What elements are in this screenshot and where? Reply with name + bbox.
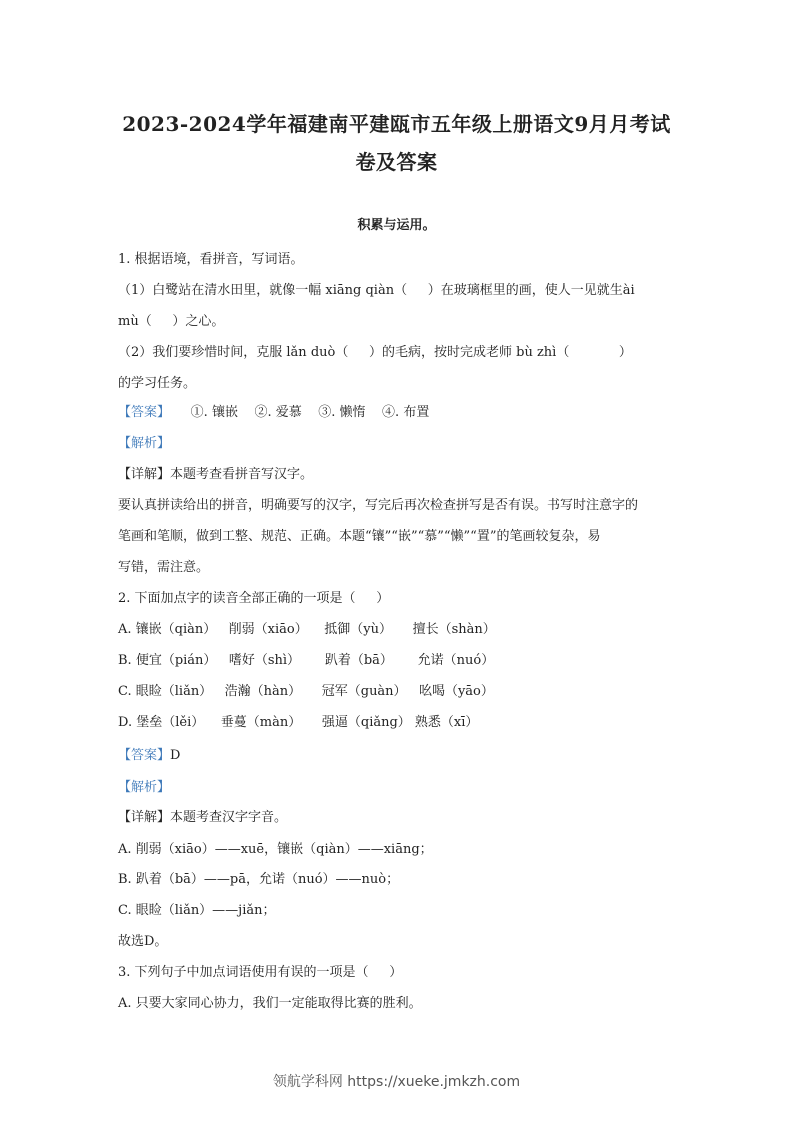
text-line: 2. 下面加点字的读音全部正确的一项是（ ） <box>118 591 390 606</box>
text-line: 1. 根据语境，看拼音，写词语。 <box>118 252 304 267</box>
answer-line <box>118 748 180 764</box>
answer-text: ①. 镶嵌 ②. 爱慕 ③. 懒惰 ④. 布置 <box>170 405 430 420</box>
footer-watermark: 领航学科网 https://xueke.jmkzh.com <box>272 1074 521 1090</box>
text-line: 【详解】本题考查看拼音写汉字。 <box>118 467 314 482</box>
text-line: D. 堡垒（lěi） 垂蔓（màn） 强逼（qiǎng） 熟悉（xī） <box>118 715 479 730</box>
doc-title-line-1: 2023-2024学年福建南平建瓯市五年级上册语文9月月考试 <box>122 112 671 136</box>
text-line: 3. 下列句子中加点词语使用有误的一项是（ ） <box>118 965 403 980</box>
text-line: C. 眼睑（liǎn）——jiǎn； <box>118 903 276 918</box>
text-line: A. 镶嵌（qiàn） 削弱（xiāo） 抵御（yù） 擅长（shàn） <box>118 622 496 637</box>
answer-line <box>118 405 429 421</box>
text-line: B. 便宜（pián） 嗜好（shì） 趴着（bā） 允诺（nuó） <box>118 653 495 668</box>
text-line: B. 趴着（bā）——pā，允诺（nuó）——nuò； <box>118 872 400 887</box>
text-line: 笔画和笔顺，做到工整、规范、正确。本题“镶”“嵌”“慕”“懒”“置”的笔画较复杂，易 <box>118 529 601 544</box>
text-line: C. 眼睑（liǎn） 浩瀚（hàn） 冠军（guàn） 吆喝（yāo） <box>118 684 494 699</box>
answer-label: 【答案】 <box>118 405 171 420</box>
answer-label: 【答案】 <box>118 748 171 763</box>
text-line: 【详解】本题考查汉字字音。 <box>118 810 288 825</box>
text-line: 故选D。 <box>118 934 168 949</box>
text-line: 的学习任务。 <box>118 376 197 391</box>
text-line: mù（ ）之心。 <box>118 314 225 329</box>
text-line: 写错，需注意。 <box>118 560 210 575</box>
text-line: （2）我们要珍惜时间，克服 lǎn duò（ ）的毛病，按时完成老师 bù zhì（ ） <box>118 345 632 360</box>
answer-text: D <box>170 748 181 763</box>
text-line: （1）白鹭站在清水田里，就像一幅 xiāng qiàn（ ）在玻璃框里的画，使人一见就生ài <box>118 283 635 298</box>
text-line: A. 只要大家同心协力，我们一定能取得比赛的胜利。 <box>118 996 422 1011</box>
section-heading: 积累与运用。 <box>357 218 436 233</box>
text-line: 要认真拼读给出的拼音，明确要写的汉字，写完后再次检查拼写是否有误。书写时注意字的 <box>118 498 639 513</box>
doc-title-line-2: 卷及答案 <box>355 150 438 174</box>
text-line: A. 削弱（xiāo）——xuē，镶嵌（qiàn）——xiāng； <box>118 842 433 857</box>
analysis-label: 【解析】 <box>118 780 171 795</box>
analysis-label: 【解析】 <box>118 436 171 451</box>
